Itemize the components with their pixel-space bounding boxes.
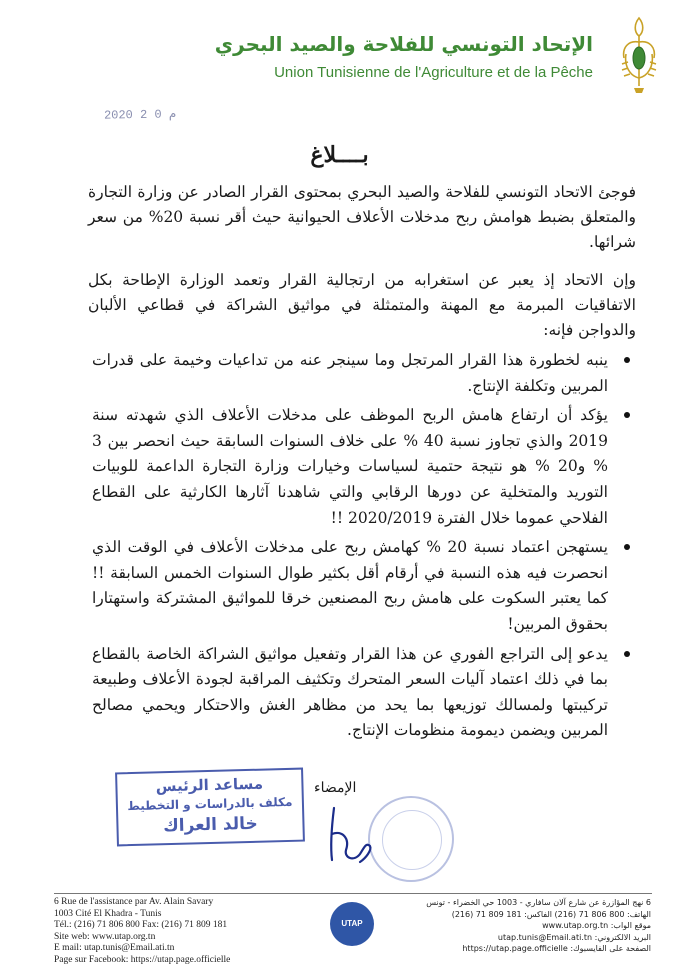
footer-line: Tél.: (216) 71 806 800 Fax: (216) 71 809 181 xyxy=(54,920,294,932)
signatory-stamp xyxy=(115,768,305,847)
footer-line: موقع الواب: www.utap.org.tn xyxy=(401,920,651,932)
received-date-stamp: 2020 م 0 2 xyxy=(104,106,177,122)
footer-badge-icon: UTAP xyxy=(330,902,374,946)
footer-divider xyxy=(54,893,652,894)
footer-line: E mail: utap.tunis@Email.ati.tn xyxy=(54,943,294,955)
bullet-text: يؤكد أن ارتفاع هامش الربح الموظف على مدخلات الأعلاف الذي شهدته سنة 2019 والذي تجاوز نسبة 40 % على خلاف السنوات السابقة حيث انحصر بين 3 % و20 % هو نتيجة حتمية لسياسات وخيارات وزارة التجارة الداعمة للوبيات التوريد والمتخلية عن دورها الرقابي والتي شاهدنا آثارها الكارثية على القطاع الفلاحي عموما خلال الفترة 2020/2019 !! xyxy=(92,406,608,526)
footer-line: Site web: www.utap.org.tn xyxy=(54,932,294,944)
handwritten-signature-icon xyxy=(320,804,380,868)
stamp-name: خالد العراك xyxy=(118,811,303,840)
footer-line: البريد الالكتروني: utap.tunis@Email.ati.tn xyxy=(401,932,651,944)
footer-address-french xyxy=(54,897,294,966)
list-item xyxy=(92,535,608,637)
bullet-text: ينبه لخطورة هذا القرار المرتجل وما سينجر عنه من تداعيات وخيمة على قدرات المربين وتكلفة الإنتاج. xyxy=(92,351,608,395)
paragraph-position: وإن الاتحاد إذ يعبر عن استغرابه من ارتجالية القرار وتعمد الوزارة الإطاحة بكل الاتفاقيات المبرمة مع المهنة والمتمثلة في مواثيق الشراكة في قطاعي الألبان والدواجن فإنه: xyxy=(88,268,636,343)
paragraph-intro: فوجئ الاتحاد التونسي للفلاحة والصيد البحري بمحتوى القرار الصادر عن وزارة التجارة والمتعلق بضبط هوامش ربح مدخلات الأعلاف الحيوانية حيث أقر نسبة 20% من سعر شرائها. xyxy=(88,180,636,255)
bullet-text: يستهجن اعتماد نسبة 20 % كهامش ربح على مدخلات الأعلاف في الوقت الذي انحصرت فيه هذه النسبة في أرقام أقل بكثير طوال السنوات الخمس السابقة !! كما يعتبر السكوت على هامش ربح المصنعين خرقا للمواثيق المشتركة واستهتارا بحقوق المربين! xyxy=(92,538,608,633)
list-item xyxy=(92,403,608,531)
bullet-icon xyxy=(624,544,630,550)
footer-line: 6 نهج المؤازرة عن شارع آلان سافاري - 1003 حي الخضراء - تونس xyxy=(401,897,651,909)
org-name-arabic: الإتحاد التونسي للفلاحة والصيد البحري xyxy=(215,32,593,56)
document-title: بــــلاغ xyxy=(0,142,679,168)
bullet-icon xyxy=(624,651,630,657)
footer-address-arabic xyxy=(401,897,651,955)
official-seal-icon xyxy=(368,796,454,882)
bullet-list xyxy=(92,348,608,748)
footer-line: 6 Rue de l'assistance par Av. Alain Savary xyxy=(54,897,294,909)
list-item xyxy=(92,642,608,744)
footer-line: الصفحة على الفايسبوك: https://utap.page.officielle xyxy=(401,943,651,955)
stamp-department: مكلف بالدراسات و التخطيط xyxy=(118,793,302,816)
bullet-icon xyxy=(624,357,630,363)
footer-line: الهاتف: 800 806 71 (216) الفاكس: 181 809 71 (216) xyxy=(401,909,651,921)
bullet-icon xyxy=(624,412,630,418)
footer-line: Page sur Facebook: https://utap.page.officielle xyxy=(54,955,294,966)
stamp-role: مساعد الرئيس xyxy=(117,773,301,798)
signature-label: الإمضاء xyxy=(314,780,356,796)
utap-logo-icon xyxy=(614,14,664,94)
org-name-french: Union Tunisienne de l'Agriculture et de la Pêche xyxy=(274,64,593,81)
footer-line: 1003 Cité El Khadra - Tunis xyxy=(54,909,294,921)
bullet-text: يدعو إلى التراجع الفوري عن هذا القرار وتفعيل مواثيق الشراكة الخاصة بالقطاع بما في ذلك اعتماد آليات السعر المتحرك وتكثيف المراقبة لجودة الأعلاف وطبيعة تركيبتها ولمسالك توزيعها بما يحد من مظاهر الغش والاحتكار ويحمي مصالح المربين ويضمن ديمومة منظومات الإنتاج. xyxy=(92,645,608,740)
list-item xyxy=(92,348,608,399)
